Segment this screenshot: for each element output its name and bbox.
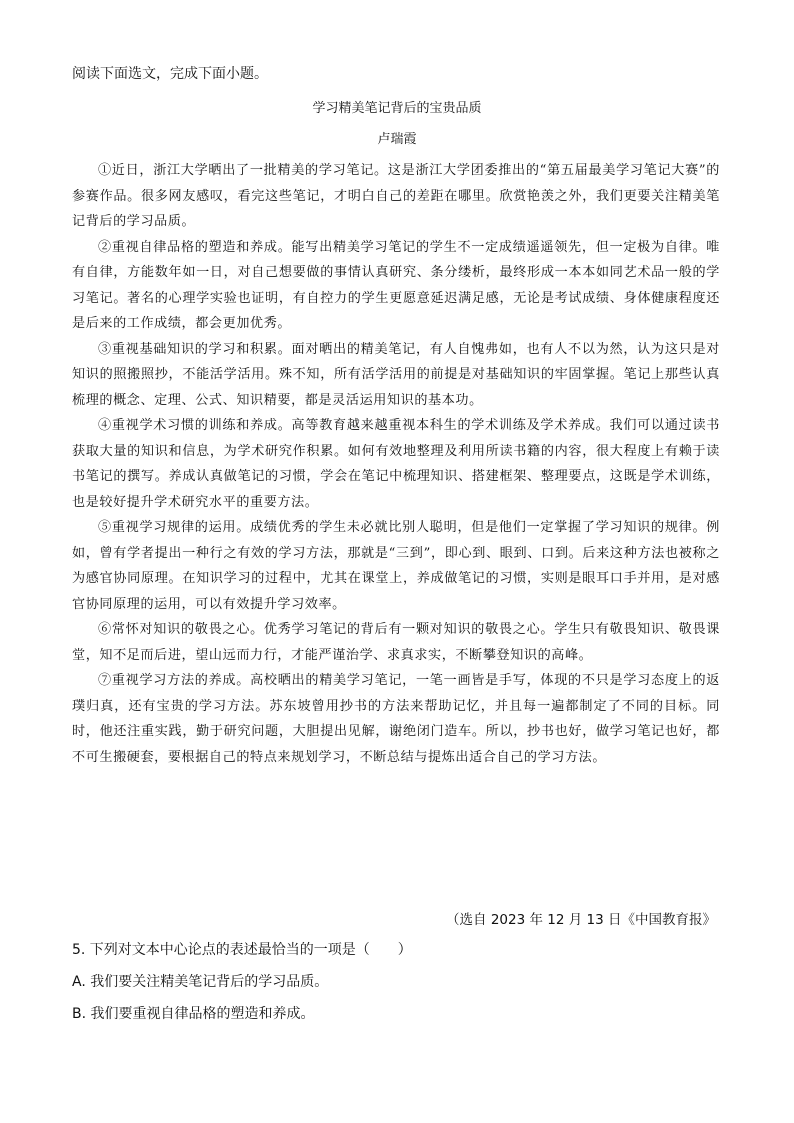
article-source: （选自 2023 年 12 月 13 日《中国教育报》	[446, 912, 716, 928]
article-paragraph: ③重视基础知识的学习和积累。面对晒出的精美笔记，有人自愧弗如，也有人不以为然，认为这只是对知识的照搬照抄，不能活学活用。殊不知，所有活学活用的前提是对基础知识的牢固掌握。笔记上那些认真梳理的概念、定理、公式、知识精要，都是灵活运用知识的基本功。	[72, 341, 720, 408]
article-body	[72, 158, 720, 770]
reading-instruction: 阅读下面选文，完成下面小题。	[72, 66, 268, 82]
article-paragraph: ⑥常怀对知识的敬畏之心。优秀学习笔记的背后有一颗对知识的敬畏之心。学生只有敬畏知识、敬畏课堂，知不足而后进，望山远而力行，才能严谨治学、求真求实，不断攀登知识的高峰。	[72, 622, 720, 663]
option-a: A. 我们要关注精美笔记背后的学习品质。	[72, 974, 329, 990]
article-paragraph: ⑤重视学习规律的运用。成绩优秀的学生未必就比别人聪明，但是他们一定掌握了学习知识的规律。例如，曾有学者提出一种行之有效的学习方法，那就是“三到”，即心到、眼到、口到。后来这种方法也被称之为感官协同原理。在知识学习的过程中，尤其在课堂上，养成做笔记的习惯，实则是眼耳口手并用，是对感官协同原理的运用，可以有效提升学习效率。	[72, 520, 720, 612]
article-paragraph: ①近日，浙江大学晒出了一批精美的学习笔记。这是浙江大学团委推出的“第五届最美学习笔记大赛”的参赛作品。很多网友感叹，看完这些笔记，才明白自己的差距在哪里。欣赏艳羡之外，我们更要关注精美笔记背后的学习品质。	[72, 163, 720, 229]
article-paragraph: ④重视学术习惯的训练和养成。高等教育越来越重视本科生的学术训练及学术养成。我们可以通过读书获取大量的知识和信息，为学术研究作积累。如何有效地整理及利用所读书籍的内容，很大程度上有赖于读书笔记的撰写。养成认真做笔记的习惯，学会在笔记中梳理知识、搭建框架、整理要点，这既是学术训练，也是较好提升学术研究水平的重要方法。	[72, 418, 720, 510]
article-title: 学习精美笔记背后的宝贵品质	[312, 101, 482, 116]
article-author: 卢瑞霞	[377, 132, 417, 147]
article-paragraph: ⑦重视学习方法的养成。高校晒出的精美学习笔记，一笔一画皆是手写，体现的不只是学习态度上的返璞归真，还有宝贵的学习方法。苏东坡曾用抄书的方法来帮助记忆，并且每一遍都制定了不同的目标。同时，他还注重实践，勤于研究问题，大胆提出见解，谢绝闭门造车。所以，抄书也好，做学习笔记也好，都不可生搬硬套，要根据自己的特点来规划学习，不断总结与提炼出适合自己的学习方法。	[72, 673, 720, 765]
question-stem: 5. 下列对文本中心论点的表述最恰当的一项是（ ）	[72, 942, 412, 958]
article-paragraph: ②重视自律品格的塑造和养成。能写出精美学习笔记的学生不一定成绩遥遥领先，但一定极为自律。唯有自律，方能数年如一日，对自己想要做的事情认真研究、条分缕析，最终形成一本本如同艺术品一般的学习笔记。著名的心理学实验也证明，有自控力的学生更愿意延迟满足感，无论是考试成绩、身体健康程度还是后来的工作成绩，都会更加优秀。	[72, 239, 720, 331]
option-b: B. 我们要重视自律品格的塑造和养成。	[72, 1006, 315, 1022]
